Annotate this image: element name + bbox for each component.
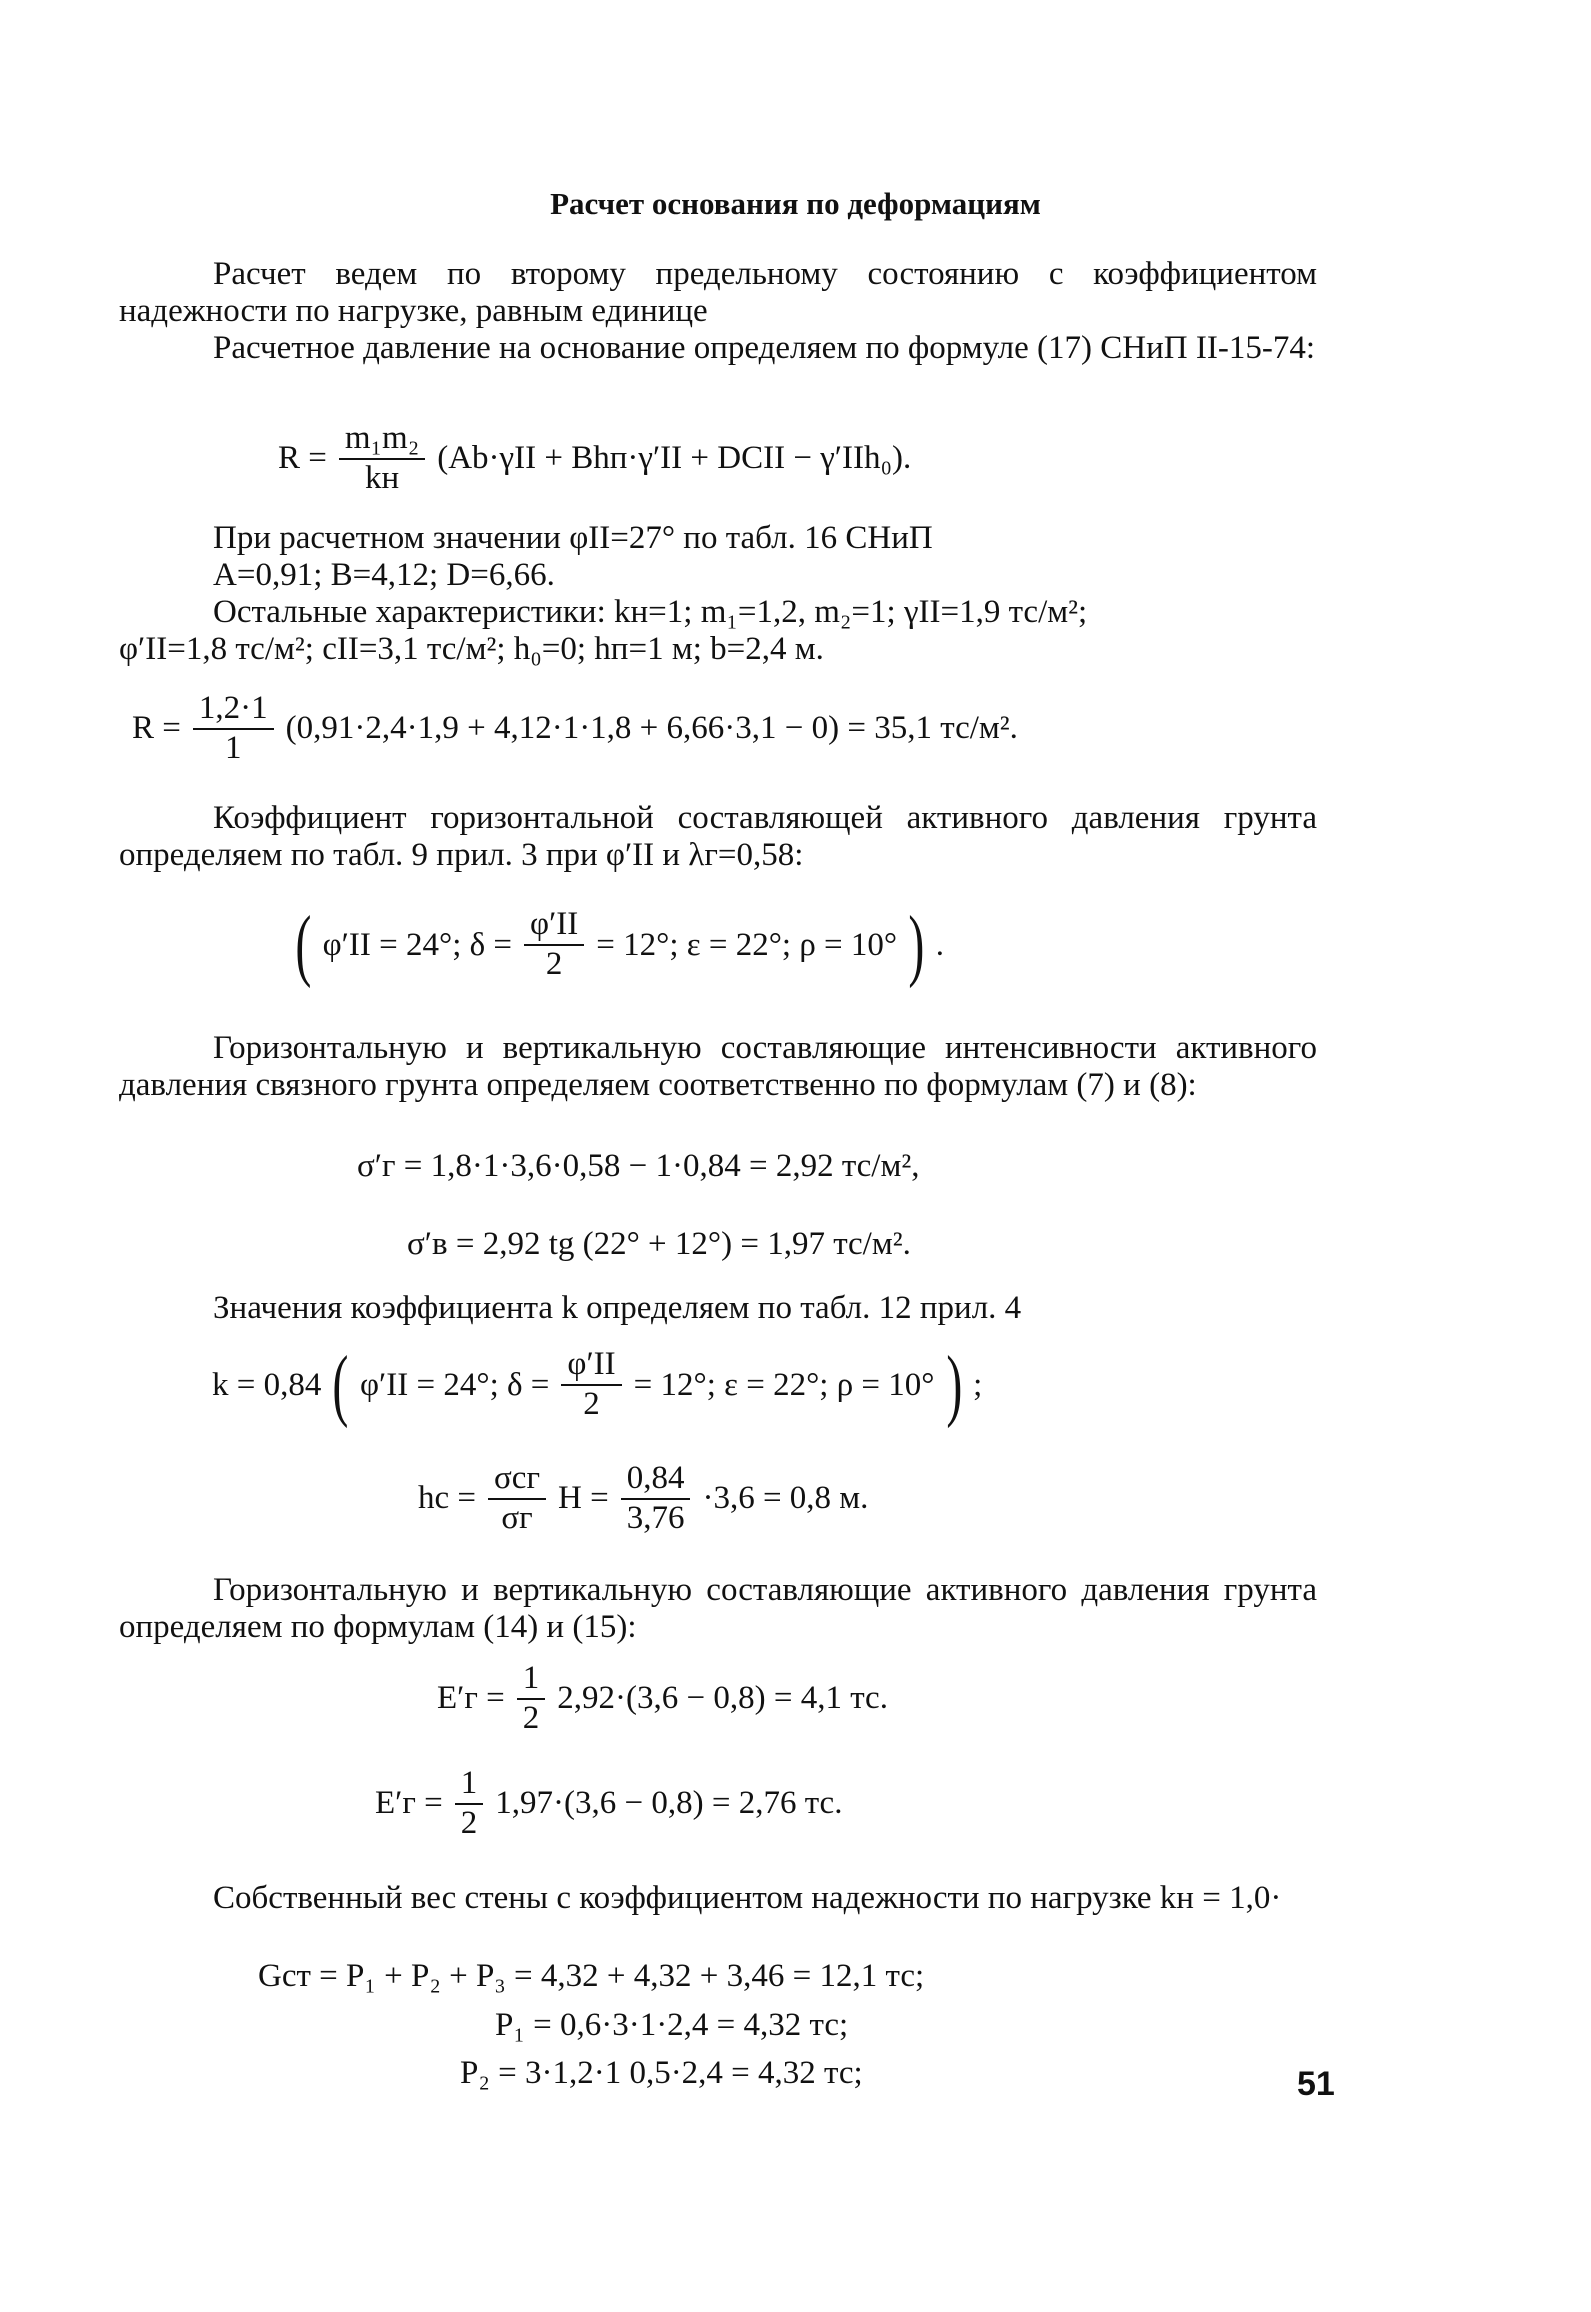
formula-k-fraction [561,1346,621,1424]
formula-p1: P₁ = 0,6·3·1·2,4 = 4,32 тс; [495,2007,849,2043]
formula-hc-denominator-1: σг [501,1499,533,1536]
formula-k-part-b: φ′II = 24°; δ = [360,1366,550,1403]
formula-r-fraction [339,420,425,498]
formula-hc [418,1460,868,1538]
formula-r2-lhs: R = [132,710,181,747]
formula-phi-part-b: = 12°; ε = 22°; ρ = 10° [596,926,898,963]
formula-hc-fraction-2 [621,1460,691,1538]
formula-k-part-c: = 12°; ε = 22°; ρ = 10° [633,1366,935,1403]
formula-k-denominator: 2 [583,1386,600,1422]
text-characteristics-1: Остальные характеристики: kн=1; m₁=1,2, m₂=1; γII=1,9 тс/м²; [213,594,1088,630]
formula-r2-numerator: 1,2·1 [193,690,274,730]
formula-sigma-g: σ′г = 1,8·1·3,6·0,58 − 1·0,84 = 2,92 тс/м², [357,1148,920,1184]
left-paren: ( [332,1341,349,1429]
formula-ev-lhs: E′г = [375,1785,443,1822]
formula-hc-part-b: H = [558,1480,609,1517]
formula-phi-end: . [935,926,945,963]
formula-g-st: Gст = P₁ + P₂ + P₃ = 4,32 + 4,32 + 3,46 = 12,1 тс; [258,1958,925,1994]
formula-eg-numerator: 1 [517,1660,546,1700]
formula-e-g [437,1660,888,1738]
formula-phi-angles [290,901,945,989]
formula-r2-fraction [193,690,274,768]
formula-eg-denominator: 2 [522,1699,540,1736]
formula-hc-denominator-2: 3,76 [626,1499,685,1536]
formula-r-denominator: kн [364,459,400,496]
formula-eg-rhs: 2,92·(3,6 − 0,8) = 4,1 тс. [557,1680,888,1717]
formula-k-end: ; [973,1366,983,1403]
paragraph-horizontal-vertical: Горизонтальную и вертикальную составляющие активного давления грунта определяем по формулам (14) и (15): [119,1572,1317,1645]
left-paren: ( [295,901,312,989]
formula-r-general [278,420,911,498]
page-number: 51 [1297,2065,1335,2103]
formula-r2-rhs: (0,91·2,4·1,9 + 4,12·1·1,8 + 6,66·3,1 − 0) = 35,1 тс/м². [285,710,1018,747]
formula-e-v [375,1765,842,1843]
formula-p2: P₂ = 3·1,2·1 0,5·2,4 = 4,32 тс; [460,2055,863,2091]
paragraph-active-pressure: Горизонтальную и вертикальную составляющие интенсивности активного давления связного грунта определяем соответственно по формулам (7) и (8): [119,1030,1317,1103]
formula-sigma-v: σ′в = 2,92 tg (22° + 12°) = 1,97 тс/м². [407,1226,911,1262]
formula-ev-rhs: 1,97·(3,6 − 0,8) = 2,76 тс. [495,1785,843,1822]
formula-r-numeric [132,690,1018,768]
formula-r-numerator: m₁m₂ [339,420,425,460]
formula-phi-part-a: φ′II = 24°; δ = [322,926,513,963]
formula-r-lhs: R = [278,440,327,477]
paragraph-k-values: Значения коэффициента k определяем по табл. 12 прил. 4 [213,1290,1022,1326]
paragraph-pressure: Расчетное давление на основание определяем по формуле (17) СНиП II-15-74: [213,330,1315,366]
formula-k [212,1341,983,1429]
right-paren: ) [945,1341,962,1429]
paragraph-intro: Расчет ведем по второму предельному состоянию с коэффициентом надежности по нагрузке, равным единице [119,256,1317,329]
paragraph-coefficient: Коэффициент горизонтальной составляющей активного давления грунта определяем по табл. 9 прил. 3 при φ′II и λг=0,58: [119,800,1317,873]
formula-k-part-a: k = 0,84 [212,1366,322,1403]
formula-eg-fraction [517,1660,546,1738]
formula-hc-numerator-1: σсг [488,1460,546,1500]
formula-hc-numerator-2: 0,84 [621,1460,691,1500]
text-characteristics-2: φ′II=1,8 тс/м²; cII=3,1 тс/м²; h₀=0; hп=1 м; b=2,4 м. [119,631,824,667]
formula-hc-part-a: hс = [418,1480,477,1517]
formula-phi-denominator: 2 [545,946,563,982]
section-heading: Расчет основания по деформациям [550,186,1041,221]
formula-phi-numerator: φ′II [524,906,584,946]
formula-phi-fraction [524,906,584,984]
paragraph-wall-weight: Собственный вес стены с коэффициентом надежности по нагрузке kн = 1,0· [213,1880,1282,1916]
formula-r-rhs: (Ab·γII + Bhп·γ′II + DCII − γ′IIh₀). [437,440,912,477]
formula-hc-fraction-1 [488,1460,546,1538]
formula-hc-part-c: ·3,6 = 0,8 м. [702,1480,869,1517]
formula-ev-denominator: 2 [460,1804,478,1841]
formula-k-numerator: φ′II [561,1346,621,1386]
formula-r2-denominator: 1 [225,729,242,766]
text-coefficients-abd: A=0,91; B=4,12; D=6,66. [213,557,555,593]
formula-ev-fraction [455,1765,484,1843]
formula-ev-numerator: 1 [455,1765,484,1805]
formula-eg-lhs: E′г = [437,1680,505,1717]
right-paren: ) [908,901,925,989]
text-phi-value: При расчетном значении φII=27° по табл. 16 СНиП [213,520,933,556]
